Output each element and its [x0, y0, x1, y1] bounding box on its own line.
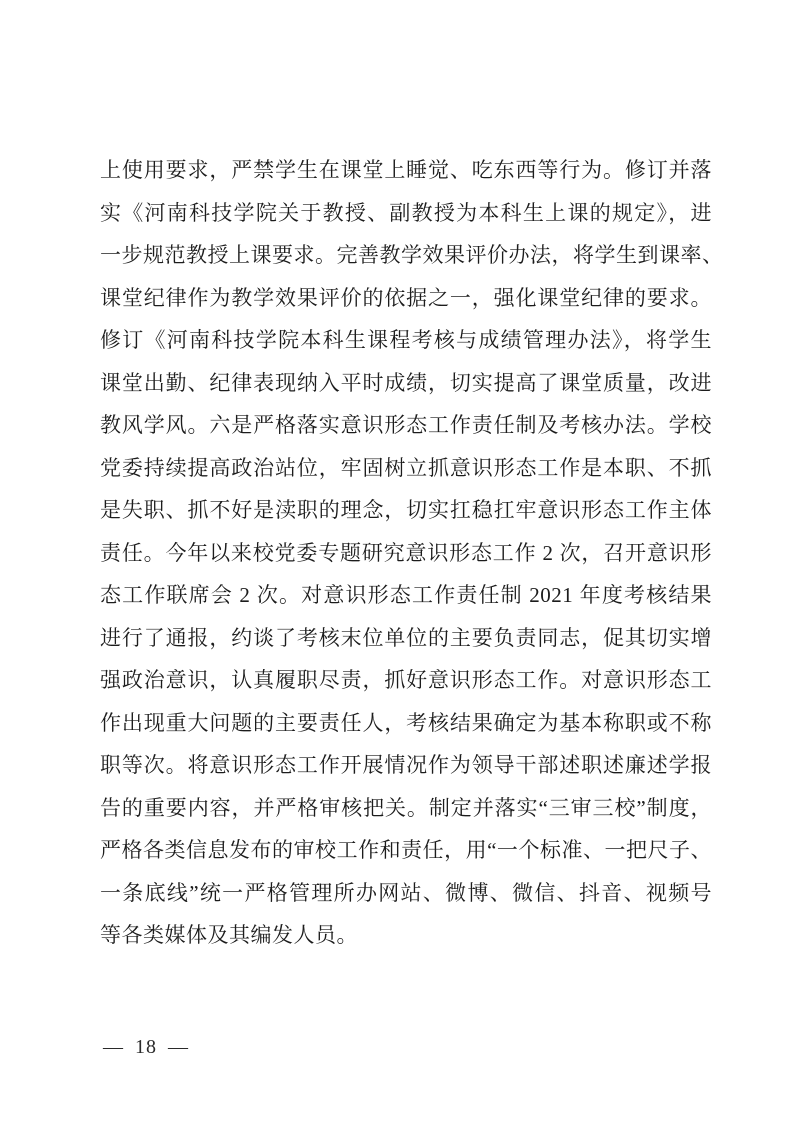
text-line: 修订《河南科技学院本科生课程考核与成绩管理办法》，将学生	[100, 328, 712, 352]
text-line: 教风学风。六是严格落实意识形态工作责任制及考核办法。学校	[100, 413, 712, 437]
text-line: 强政治意识，认真履职尽责，抓好意识形态工作。对意识形态工	[100, 668, 712, 692]
text-line: 实《河南科技学院关于教授、副教授为本科生上课的规定》，进	[100, 200, 712, 225]
text-line: 态工作联席会 2 次。对意识形态工作责任制 2021 年度考核结果	[100, 583, 712, 607]
text-line: 上使用要求，严禁学生在课堂上睡觉、吃东西等行为。修订并落	[100, 158, 712, 182]
page-number: — 18 —	[103, 1036, 189, 1058]
text-line: 责任。今年以来校党委专题研究意识形态工作 2 次，召开意识形	[100, 540, 712, 565]
text-line: 作出现重大问题的主要责任人，考核结果确定为基本称职或不称	[100, 710, 712, 735]
text-line: 一条底线”统一严格管理所办网站、微博、微信、抖音、视频号	[100, 880, 712, 905]
text-line: 党委持续提高政治站位，牢固树立抓意识形态工作是本职、不抓	[100, 455, 712, 480]
text-line: 一步规范教授上课要求。完善教学效果评价办法，将学生到课率、	[100, 243, 724, 267]
text-line: 课堂出勤、纪律表现纳入平时成绩，切实提高了课堂质量，改进	[100, 370, 712, 395]
text-line: 等各类媒体及其编发人员。	[100, 923, 358, 947]
text-line: 是失职、抓不好是渎职的理念，切实扛稳扛牢意识形态工作主体	[100, 498, 712, 522]
text-line: 告的重要内容，并严格审核把关。制定并落实“三审三校”制度，	[100, 795, 712, 820]
body-text	[100, 149, 724, 957]
text-line: 职等次。将意识形态工作开展情况作为领导干部述职述廉述学报	[100, 753, 712, 777]
text-line: 进行了通报，约谈了考核末位单位的主要负责同志，促其切实增	[100, 625, 712, 650]
text-line: 课堂纪律作为教学效果评价的依据之一，强化课堂纪律的要求。	[100, 285, 712, 310]
text-line: 严格各类信息发布的审校工作和责任，用“一个标准、一把尺子、	[100, 838, 712, 862]
